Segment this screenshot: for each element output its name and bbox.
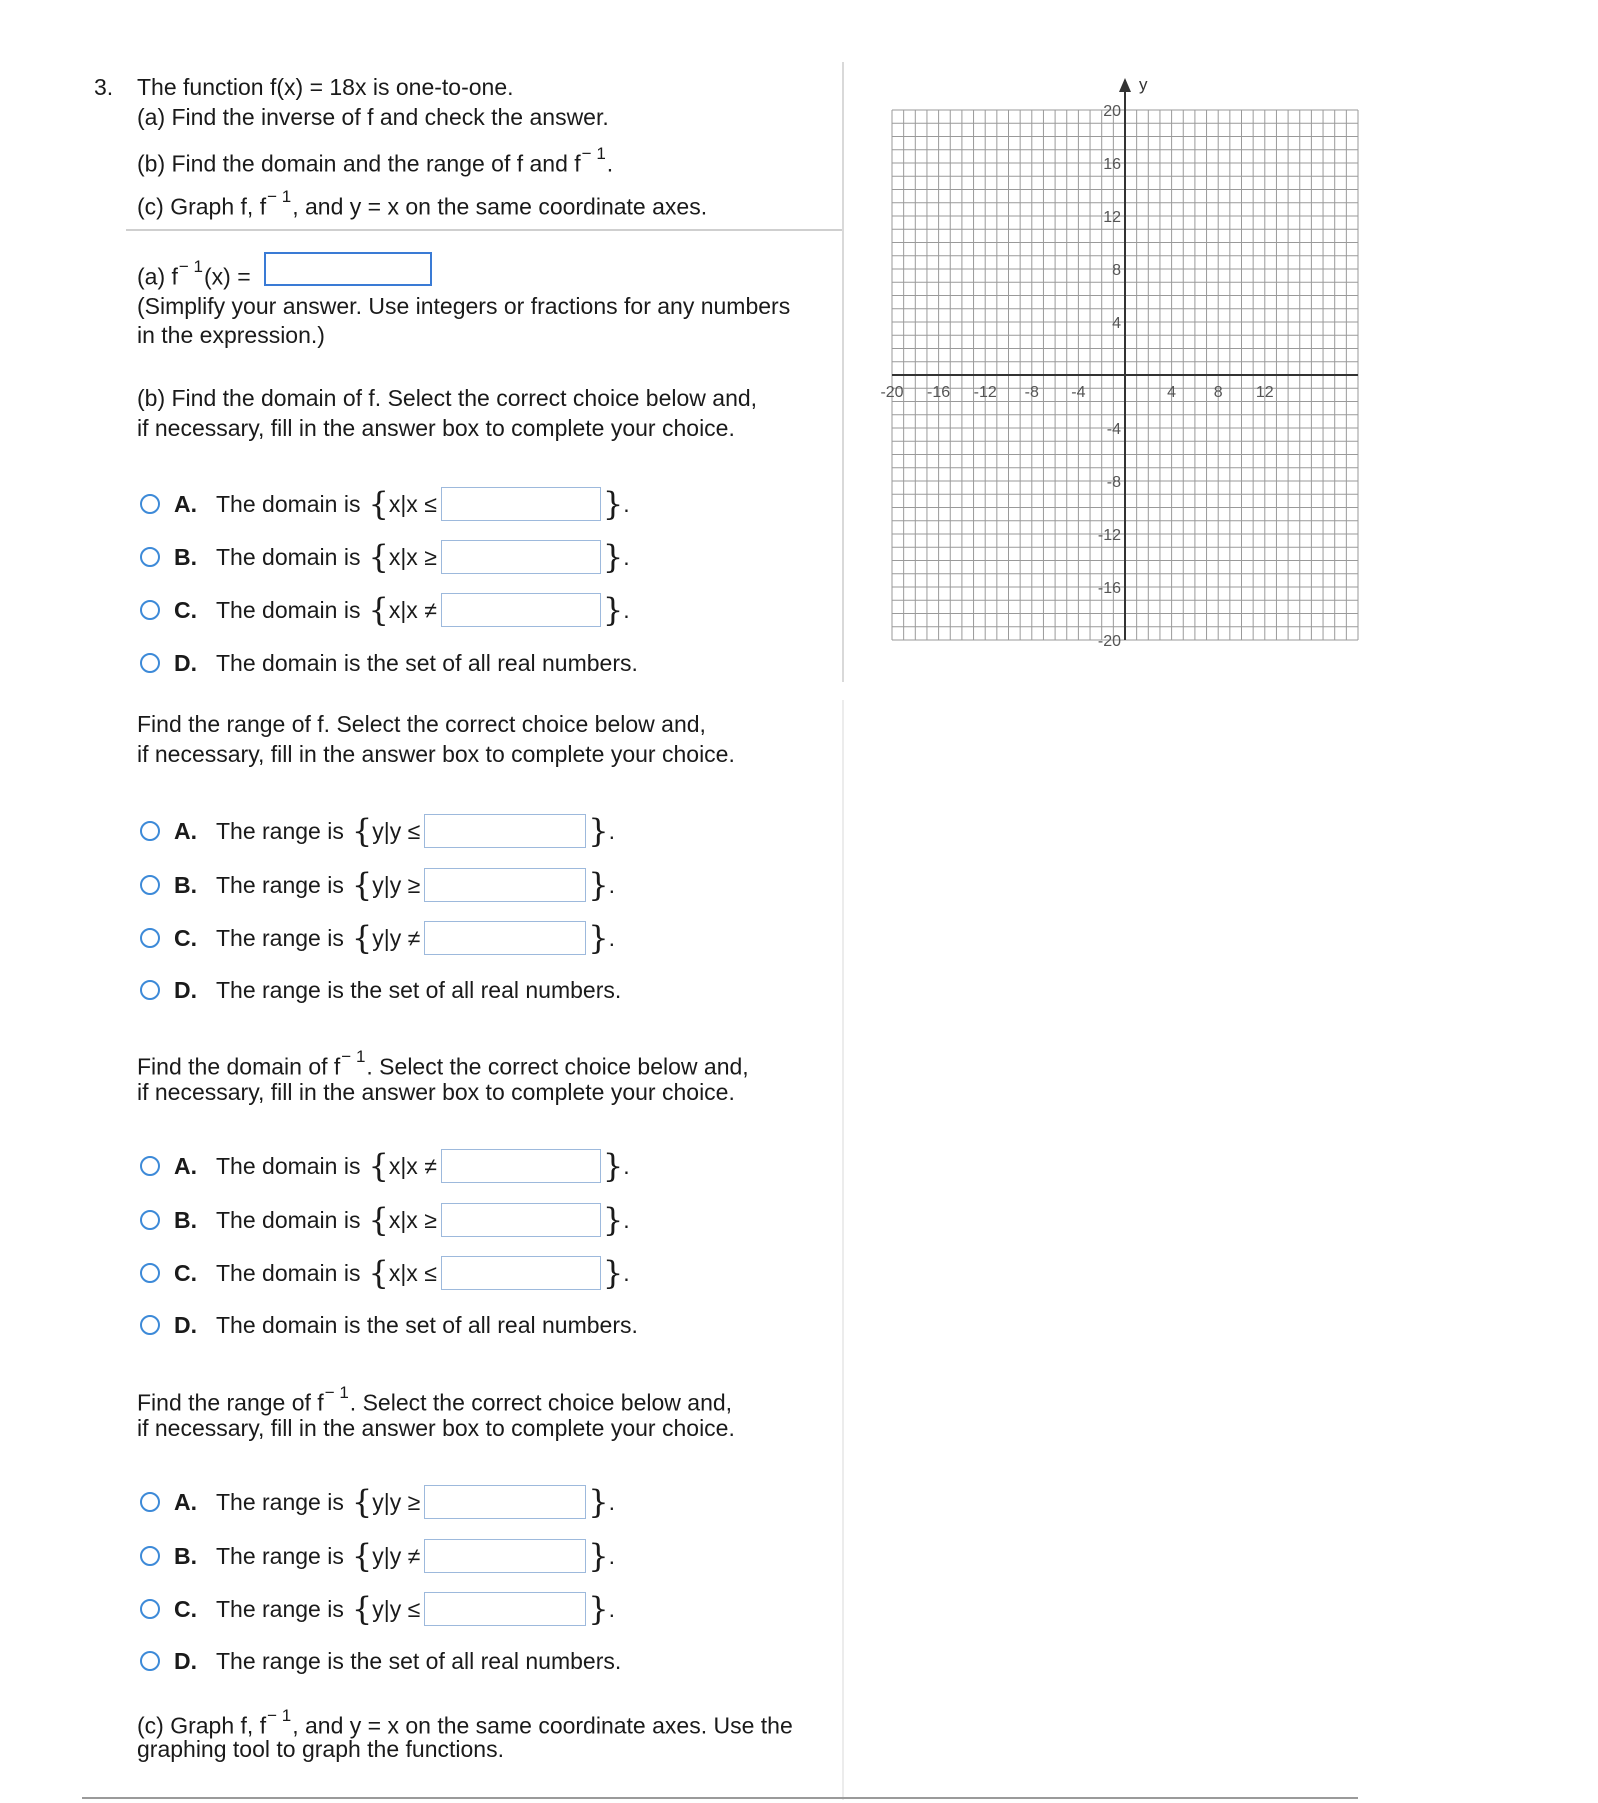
choice-letter: B. [174, 1542, 197, 1569]
set-relation: y|y ≤ [372, 818, 421, 844]
radio-button[interactable] [140, 1492, 160, 1512]
set-relation: y|y ≠ [372, 925, 421, 951]
bottom-rule [82, 1797, 1358, 1799]
choice-text: The domain is the set of all real numbers. [216, 1311, 638, 1338]
domain-finv-prompt-pre: Find the domain of f [137, 1053, 341, 1080]
set-relation: x|x ≠ [388, 1153, 437, 1179]
choice-text: The range is [216, 924, 344, 951]
range-f-choice-a[interactable]: A. The range is {y|y ≤ } . [140, 813, 615, 849]
choice-letter: C. [174, 596, 197, 623]
domain-f-choice-a[interactable]: A. The domain is {x|x ≤ } . [140, 486, 630, 522]
pane-divider-upper [842, 62, 844, 682]
part-b-task-text: (b) Find the domain and the range of f and f [137, 150, 581, 177]
radio-button[interactable] [140, 1210, 160, 1230]
domain-finv-choice-c[interactable]: C. The domain is {x|x ≤ } . [140, 1255, 630, 1291]
range-finv-prompt-2: if necessary, fill in the answer box to complete your choice. [137, 1415, 735, 1441]
set-relation: y|y ≠ [372, 1543, 421, 1569]
part-a-label-post: (x) = [204, 263, 251, 290]
part-a-label-pre: (a) f [137, 263, 178, 290]
part-c-line-2: graphing tool to graph the functions. [137, 1736, 504, 1762]
choice-letter: B. [174, 1206, 197, 1233]
set-relation: x|x ≠ [388, 597, 437, 623]
y-tick-label: -16 [1097, 580, 1121, 597]
range-f-prompt-2: if necessary, fill in the answer box to complete your choice. [137, 741, 735, 767]
radio-button[interactable] [140, 653, 160, 673]
domain-finv-choice-a[interactable]: A. The domain is {x|x ≠ } . [140, 1148, 630, 1184]
coordinate-grid[interactable] [880, 70, 1370, 650]
domain-f-a-input[interactable] [441, 487, 601, 521]
radio-button[interactable] [140, 1156, 160, 1176]
radio-button[interactable] [140, 1546, 160, 1566]
section-divider [126, 229, 842, 231]
part-a-instruction-2: in the expression.) [137, 322, 325, 348]
y-tick-label: 20 [1103, 103, 1121, 120]
choice-text: The range is the set of all real numbers. [216, 1647, 622, 1674]
pane-divider-lower [842, 700, 844, 1800]
set-expression: {x|x ≠ [368, 591, 437, 629]
domain-finv-choice-b[interactable]: B. The domain is {x|x ≥ } . [140, 1202, 630, 1238]
radio-button[interactable] [140, 494, 160, 514]
inverse-superscript: − 1 [178, 257, 203, 276]
set-relation: x|x ≥ [388, 1207, 437, 1233]
x-tick-label: -12 [973, 384, 997, 401]
radio-button[interactable] [140, 1651, 160, 1671]
inverse-superscript: − 1 [341, 1047, 366, 1066]
part-a-task: (a) Find the inverse of f and check the answer. [137, 104, 609, 130]
radio-button[interactable] [140, 1263, 160, 1283]
y-axis-label: y [1139, 75, 1148, 94]
choice-text: The range is [216, 1542, 344, 1569]
range-f-prompt-1: Find the range of f. Select the correct choice below and, [137, 711, 706, 737]
set-expression: {x|x ≤ [368, 1254, 437, 1292]
choice-letter: B. [174, 543, 197, 570]
choice-text: The domain is [216, 596, 361, 623]
domain-f-choice-d[interactable] [140, 645, 638, 681]
y-tick-label: -12 [1097, 527, 1121, 544]
choice-letter: C. [174, 1595, 197, 1622]
range-finv-choice-a[interactable]: A. The range is {y|y ≥ } . [140, 1484, 615, 1520]
range-finv-b-input[interactable] [424, 1539, 586, 1573]
choice-text: The domain is [216, 1152, 361, 1179]
choice-letter: C. [174, 924, 197, 951]
domain-finv-b-input[interactable] [441, 1203, 601, 1237]
choice-letter: D. [174, 1311, 197, 1338]
domain-f-c-input[interactable] [441, 593, 601, 627]
domain-f-b-input[interactable] [441, 540, 601, 574]
set-expression: {y|y ≠ [351, 919, 421, 957]
domain-finv-prompt-2: if necessary, fill in the answer box to complete your choice. [137, 1079, 735, 1105]
set-relation: y|y ≥ [372, 1489, 421, 1515]
choice-text: The range is the set of all real numbers. [216, 976, 622, 1003]
y-tick-label: 16 [1103, 156, 1121, 173]
range-f-b-input[interactable] [424, 868, 586, 902]
range-f-choice-d[interactable] [140, 972, 621, 1008]
choice-letter: D. [174, 976, 197, 1003]
part-a-instruction-1: (Simplify your answer. Use integers or fractions for any numbers [137, 293, 791, 319]
range-finv-choice-d[interactable] [140, 1643, 621, 1679]
inverse-superscript: − 1 [267, 187, 292, 206]
radio-button[interactable] [140, 875, 160, 895]
set-expression: {x|x ≠ [368, 1147, 437, 1185]
radio-button[interactable] [140, 928, 160, 948]
range-f-c-input[interactable] [424, 921, 586, 955]
y-tick-label: 12 [1103, 209, 1121, 226]
choice-letter: A. [174, 490, 197, 517]
radio-button[interactable] [140, 547, 160, 567]
part-c-task-pre: (c) Graph f, f [137, 193, 267, 220]
inverse-superscript: − 1 [324, 1383, 349, 1402]
range-finv-prompt-pre: Find the range of f [137, 1389, 324, 1416]
choice-text: The range is [216, 817, 344, 844]
choice-text: The range is [216, 1595, 344, 1622]
set-expression: {y|y ≠ [351, 1537, 421, 1575]
range-finv-choice-b[interactable]: B. The range is {y|y ≠ } . [140, 1538, 615, 1574]
choice-letter: D. [174, 649, 197, 676]
x-tick-label: 12 [1255, 384, 1274, 401]
set-expression: {x|x ≤ [368, 485, 437, 523]
range-f-a-input[interactable] [424, 814, 586, 848]
radio-button[interactable] [140, 1599, 160, 1619]
part-c-line-1-post: , and y = x on the same coordinate axes. Use the [292, 1712, 793, 1739]
set-relation: x|x ≥ [388, 544, 437, 570]
choice-letter: B. [174, 871, 197, 898]
x-tick-label: 4 [1167, 384, 1177, 401]
domain-finv-prompt-post: . Select the correct choice below and, [366, 1053, 749, 1080]
set-relation: y|y ≤ [372, 1596, 421, 1622]
choice-text: The domain is [216, 543, 361, 570]
range-finv-prompt-post: . Select the correct choice below and, [349, 1389, 733, 1416]
choice-letter: C. [174, 1259, 197, 1286]
choice-text: The domain is the set of all real numbers. [216, 649, 638, 676]
radio-button[interactable] [140, 821, 160, 841]
set-expression: {y|y ≤ [351, 812, 421, 850]
choice-text: The range is [216, 871, 344, 898]
tick-labels [880, 75, 1273, 650]
inverse-superscript: − 1 [581, 144, 606, 163]
choice-letter: A. [174, 817, 197, 844]
inverse-answer-input[interactable] [264, 252, 432, 286]
y-axis-arrow-icon [1119, 78, 1131, 92]
set-relation: y|y ≥ [372, 872, 421, 898]
set-relation: x|x ≤ [388, 1260, 437, 1286]
y-tick-label: -4 [1106, 421, 1121, 438]
domain-finv-choice-d[interactable] [140, 1307, 638, 1343]
set-expression: {x|x ≥ [368, 1201, 437, 1239]
domain-f-prompt-1: (b) Find the domain of f. Select the correct choice below and, [137, 385, 758, 411]
set-expression: {y|y ≥ [351, 866, 421, 904]
choice-text: The domain is [216, 1259, 361, 1286]
part-b-task: (b) Find the domain and the range of f and $f^{- 1}$. [137, 144, 614, 177]
range-finv-a-input[interactable] [424, 1485, 586, 1519]
choice-text: The range is [216, 1488, 344, 1515]
radio-button[interactable] [140, 600, 160, 620]
x-tick-label: -8 [1024, 384, 1039, 401]
x-tick-label: -16 [927, 384, 951, 401]
part-a-label [137, 256, 251, 292]
range-finv-choice-c[interactable]: C. The range is {y|y ≤ } . [140, 1591, 615, 1627]
x-tick-label: 8 [1213, 384, 1223, 401]
x-tick-label: -4 [1071, 384, 1086, 401]
set-expression: {x|x ≥ [368, 538, 437, 576]
part-c-task-post: , and y = x on the same coordinate axes. [292, 193, 708, 220]
range-f-choice-c[interactable]: C. The range is {y|y ≠ } . [140, 920, 615, 956]
inverse-superscript: − 1 [267, 1706, 292, 1725]
choice-letter: A. [174, 1152, 197, 1179]
y-tick-label: 8 [1112, 262, 1121, 279]
choice-letter: D. [174, 1647, 197, 1674]
domain-finv-c-input[interactable] [441, 1256, 601, 1290]
choice-text: The domain is [216, 490, 361, 517]
domain-f-choice-b[interactable]: B. The domain is {x|x ≥ } . [140, 539, 630, 575]
y-tick-label: -20 [1097, 633, 1121, 650]
problem-statement: The function f(x) = 18x is one-to-one. [137, 74, 514, 100]
domain-finv-a-input[interactable] [441, 1149, 601, 1183]
set-expression: {y|y ≤ [351, 1590, 421, 1628]
choice-letter: A. [174, 1488, 197, 1515]
x-tick-label: -20 [880, 384, 904, 401]
choice-text: The domain is [216, 1206, 361, 1233]
y-tick-label: 4 [1112, 315, 1121, 332]
range-finv-c-input[interactable] [424, 1592, 586, 1626]
part-c-task [137, 186, 707, 222]
part-c-line-1-pre: (c) Graph f, f [137, 1712, 267, 1739]
set-relation: x|x ≤ [388, 491, 437, 517]
radio-button[interactable] [140, 1315, 160, 1335]
y-tick-label: -8 [1106, 474, 1121, 491]
radio-button[interactable] [140, 980, 160, 1000]
set-expression: {y|y ≥ [351, 1483, 421, 1521]
problem-number: 3. [94, 74, 114, 100]
domain-f-prompt-2: if necessary, fill in the answer box to complete your choice. [137, 415, 735, 441]
range-f-choice-b[interactable]: B. The range is {y|y ≥ } . [140, 867, 615, 903]
domain-f-choice-c[interactable]: C. The domain is {x|x ≠ } . [140, 592, 630, 628]
